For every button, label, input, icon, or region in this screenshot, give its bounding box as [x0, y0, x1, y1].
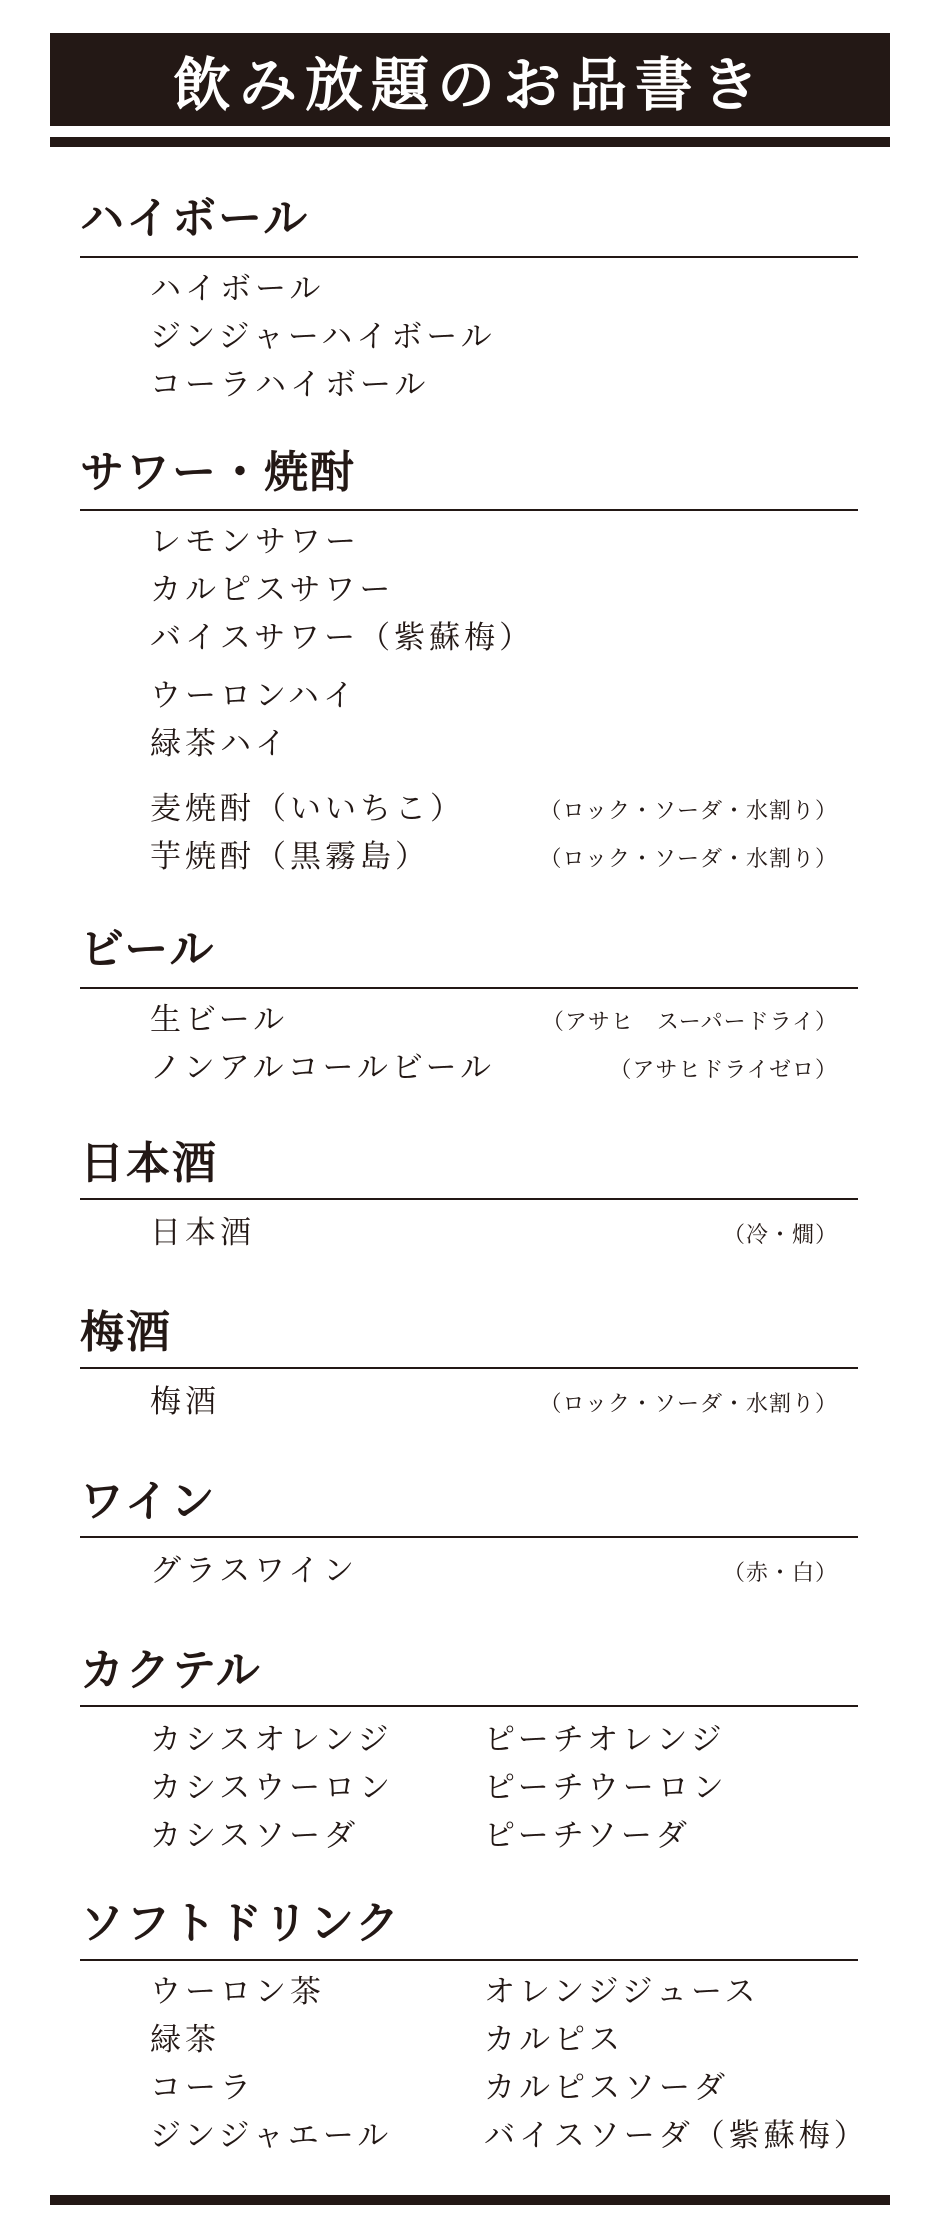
menu-item-note: （冷・燗）: [722, 1223, 838, 1248]
menu-item: 生ビール: [150, 1002, 289, 1038]
menu-item: コーラ: [150, 2070, 255, 2106]
menu-item: カルピスサワー: [150, 572, 395, 608]
menu-item: 麦焼酎（いいちこ）: [150, 791, 465, 827]
menu-item: レモンサワー: [150, 524, 360, 560]
menu-item-note: （ロック・ソーダ・水割り）: [539, 1392, 838, 1417]
menu-item-note: （アサヒ スーパードライ）: [541, 1010, 838, 1035]
section-divider: [80, 1198, 858, 1200]
section-heading-beer: ビール: [80, 924, 216, 975]
menu-item: ハイボール: [150, 271, 325, 307]
menu-item: ジンジャーハイボール: [150, 319, 496, 355]
menu-item: ウーロン茶: [150, 1974, 325, 2010]
section-divider: [80, 987, 858, 989]
menu-item: ピーチオレンジ: [484, 1722, 726, 1758]
menu-item: ピーチソーダ: [484, 1818, 691, 1854]
menu-item: ノンアルコールビール: [150, 1050, 496, 1086]
menu-item: 緑茶: [150, 2022, 220, 2058]
menu-item-note: （赤・白）: [722, 1561, 838, 1586]
section-divider: [80, 256, 858, 258]
section-divider: [80, 1367, 858, 1369]
title-underline: [50, 137, 890, 147]
bottom-rule: [50, 2195, 890, 2205]
section-divider: [80, 1959, 858, 1961]
menu-item: カシスソーダ: [150, 1818, 360, 1854]
menu-item: カシスウーロン: [150, 1770, 395, 1806]
menu-item: ジンジャエール: [150, 2118, 393, 2154]
section-heading-umeshu: 梅酒: [80, 1307, 172, 1358]
section-divider: [80, 1536, 858, 1538]
section-divider: [80, 509, 858, 511]
menu-item: 緑茶ハイ: [150, 726, 290, 762]
section-heading-wine: ワイン: [80, 1476, 217, 1527]
menu-item: コーラハイボール: [150, 367, 430, 403]
menu-item: グラスワイン: [150, 1553, 359, 1589]
menu-item-note: （ロック・ソーダ・水割り）: [539, 799, 838, 824]
menu-title: 飲み放題のお品書き: [50, 33, 890, 126]
menu-item-note: （アサヒドライゼロ）: [609, 1058, 838, 1083]
section-heading-sake: 日本酒: [80, 1138, 218, 1189]
menu-item: カルピス: [484, 2022, 624, 2058]
menu-item: 日本酒: [150, 1215, 255, 1251]
section-heading-sour: サワー・焼酎: [80, 447, 356, 498]
menu-item: ピーチウーロン: [484, 1770, 728, 1806]
menu-item: 芋焼酎（黒霧島）: [150, 839, 430, 875]
section-heading-cocktail: カクテル: [80, 1645, 262, 1696]
menu-item: オレンジジュース: [484, 1974, 760, 2010]
menu-item: 梅酒: [150, 1384, 220, 1420]
menu-item: カシスオレンジ: [150, 1722, 393, 1758]
menu-item-note: （ロック・ソーダ・水割り）: [539, 847, 838, 872]
menu-item: ウーロンハイ: [150, 678, 358, 714]
menu-item: カルピスソーダ: [484, 2070, 729, 2106]
section-heading-highball: ハイボール: [80, 193, 310, 244]
menu-item: バイスソーダ（紫蘇梅）: [484, 2118, 869, 2154]
section-divider: [80, 1705, 858, 1707]
section-heading-soft-drinks: ソフトドリンク: [80, 1898, 402, 1949]
menu-item: バイスサワー（紫蘇梅）: [150, 620, 535, 656]
